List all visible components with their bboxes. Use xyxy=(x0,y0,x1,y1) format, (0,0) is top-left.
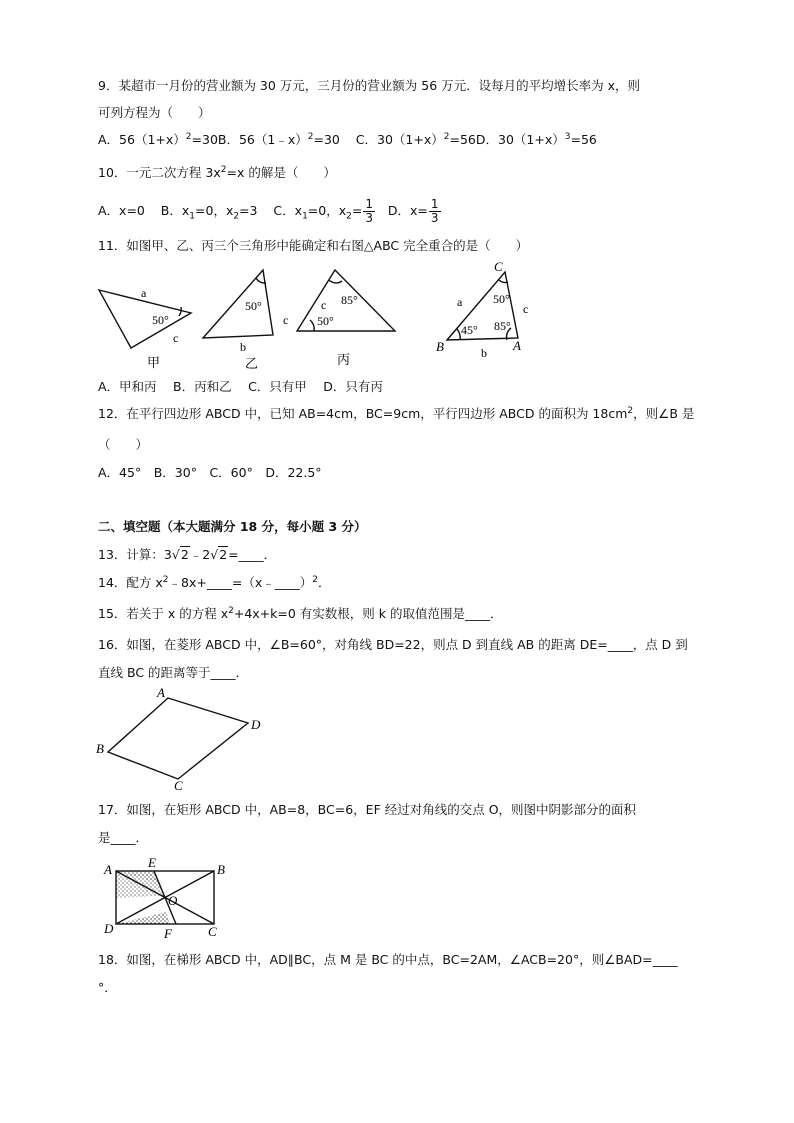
rect-point-o: O xyxy=(168,893,178,908)
q10-option-a: A．x=0 xyxy=(98,203,145,218)
q9-stem-line2: 可列方程为（ ） xyxy=(98,105,211,120)
q9-options xyxy=(98,131,597,149)
abc-side-c: c xyxy=(523,302,529,316)
rhombus-vertex-b: B xyxy=(96,741,104,756)
fraction-one-third: $\frac{1}{3}$ xyxy=(430,197,439,225)
jia-side-a: a xyxy=(141,286,147,300)
sqrt-symbol: √2 xyxy=(210,547,228,562)
yi-side-b: b xyxy=(240,340,246,354)
rect-point-e: E xyxy=(148,855,156,870)
q11-stem: 11．如图甲、乙、丙三个三角形中能确定和右图△ABC 完全重合的是（ ） xyxy=(98,238,529,253)
abc-angle-c: 50° xyxy=(493,292,510,306)
rhombus-abcd xyxy=(108,698,248,779)
yi-label: 乙 xyxy=(245,356,259,371)
q16-stem-line2: 直线 BC 的距离等于____． xyxy=(98,665,249,680)
rect-point-f: F xyxy=(164,926,172,940)
jia-side-c: c xyxy=(173,331,179,345)
q9-option-c: C．$30(1+x)^2=56$ xyxy=(355,131,476,147)
jia-label: 甲 xyxy=(147,355,161,370)
q11-options: A．甲和丙 B．丙和乙 C．只有甲 D．只有丙 xyxy=(98,379,383,394)
q17-rectangle-figure xyxy=(98,854,228,940)
q9-option-a: A．$56(1+x)^2=30$ xyxy=(98,131,218,147)
q18-stem-line2: °． xyxy=(98,980,117,995)
abc-vertex-a: A xyxy=(513,338,521,353)
rect-vertex-d: D xyxy=(104,921,114,936)
abc-angle-b: 45° xyxy=(461,323,478,337)
rect-vertex-a: A xyxy=(104,862,112,877)
q14-stem: 14．配方 $x^2﹣8x+\_\_\_\_=(x﹣\_\_\_\_)^2$． xyxy=(98,574,331,590)
q11-triangle-figures xyxy=(95,258,535,372)
rhombus-vertex-d: D xyxy=(251,717,261,732)
q15-stem: 15．若关于 x 的方程 $x^2+4x+k=0$ 有实数根，则 k 的取值范围是____． xyxy=(98,605,503,621)
q16-rhombus-figure xyxy=(94,686,269,792)
q10-option-d: D．x= $\frac{1}{3}$ xyxy=(387,197,439,225)
q12-stem-line2: （ ） xyxy=(98,437,149,452)
q17-stem-line1: 17．如图，在矩形 ABCD 中，AB=8，BC=6，EF 经过对角线的交点 O，则图中阴影部分的面积 xyxy=(98,802,637,817)
section-title-fill-blank: 二、填空题（本大题满分 18 分，每小题 3 分） xyxy=(98,519,367,534)
q10-options xyxy=(98,196,442,226)
q18-stem-line1: 18．如图，在梯形 ABCD 中，AD∥BC，点 M 是 BC 的中点，BC=2AM，∠ACB=20°，则∠BAD=____ xyxy=(98,952,678,967)
q9-option-b: B．56（1﹣x）$^2$=30 xyxy=(217,131,340,147)
q10-option-c: C．$x_1=0$，$x_2=$ $\frac{1}{3}$ xyxy=(273,197,373,225)
q9-stem-line1: 9．某超市一月份的营业额为 30 万元，三月份的营业额为 56 万元．设每月的平均增长率为 x，则 xyxy=(98,78,641,93)
q9-option-d: D．$30(1+x)^3=56$ xyxy=(475,131,597,147)
abc-angle-a: 85° xyxy=(494,319,511,333)
abc-side-b: b xyxy=(481,346,487,360)
abc-vertex-b: B xyxy=(436,339,444,354)
bing-angle-50: 50° xyxy=(317,314,334,328)
fraction-one-third: $\frac{1}{3}$ xyxy=(365,197,373,225)
q13-stem: 13．计算：3√2﹣2√2=____． xyxy=(98,547,277,562)
sqrt-symbol: √2 xyxy=(171,547,189,562)
abc-vertex-c: C xyxy=(494,259,503,274)
bing-angle-85: 85° xyxy=(341,293,358,307)
rhombus-vertex-c: C xyxy=(174,778,183,792)
rhombus-vertex-a: A xyxy=(157,686,165,700)
yi-side-c: c xyxy=(283,313,289,327)
abc-side-a: a xyxy=(457,295,463,309)
yi-angle: 50° xyxy=(245,299,262,313)
bing-label: 丙 xyxy=(337,352,351,367)
jia-angle: 50° xyxy=(152,313,169,327)
q17-stem-line2: 是____． xyxy=(98,830,149,845)
q12-stem: 12．在平行四边形 ABCD 中，已知 AB=4cm，BC=9cm，平行四边形 ABCD 的面积为 $18cm^2$，则∠B 是 xyxy=(98,405,695,421)
bing-side-c: c xyxy=(321,298,327,312)
shaded-region-bottom xyxy=(116,912,170,924)
rect-vertex-b: B xyxy=(217,862,225,877)
q12-options: A．45° B．30° C．60° D．22.5° xyxy=(98,465,322,480)
q10-stem: 10．一元二次方程 $3x^2=x$ 的解是（ ） xyxy=(98,164,336,180)
q10-option-b: B．$x_1=0$，$x_2=3$ xyxy=(160,203,258,222)
rect-vertex-c: C xyxy=(208,924,217,939)
q16-stem-line1: 16．如图，在菱形 ABCD 中，∠B=60°，对角线 BD=22，则点 D 到直线 AB 的距离 DE=____，点 D 到 xyxy=(98,637,688,652)
triangle-yi xyxy=(203,270,273,338)
